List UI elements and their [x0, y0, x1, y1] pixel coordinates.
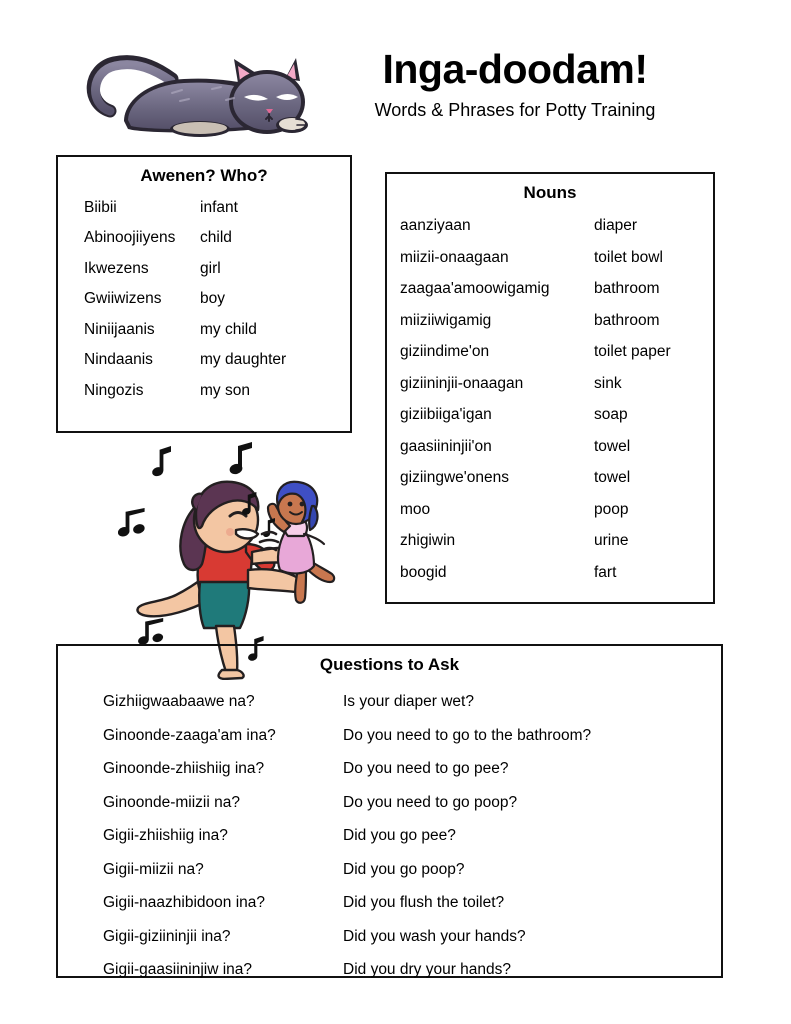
table-row — [58, 314, 350, 345]
ojibwe-term: Ningozis — [84, 381, 144, 399]
page-header — [0, 40, 791, 150]
english-translation: poop — [594, 500, 629, 518]
who-table-box — [56, 155, 352, 433]
table-row — [387, 273, 713, 305]
english-translation: Did you wash your hands? — [343, 927, 526, 945]
questions-table-rows — [58, 685, 721, 987]
english-translation: urine — [594, 532, 629, 549]
english-translation: infant — [200, 198, 238, 216]
ojibwe-term: zaagaa'amoowigamig — [400, 280, 550, 297]
page-title: Inga-doodam! — [382, 46, 648, 92]
english-translation: diaper — [594, 217, 638, 234]
table-row — [387, 305, 713, 337]
english-translation: toilet paper — [594, 343, 671, 360]
ojibwe-term: boogid — [400, 563, 447, 581]
english-translation: bathroom — [594, 311, 660, 329]
english-translation: child — [200, 229, 232, 246]
english-translation: girl — [200, 259, 221, 277]
english-translation: my son — [200, 381, 250, 399]
table-row — [58, 192, 350, 223]
who-table-title: Awenen? Who? — [140, 166, 268, 185]
table-row — [387, 336, 713, 368]
ojibwe-term: Gizhiigwaabaawe na? — [103, 693, 255, 710]
english-translation: bathroom — [594, 280, 660, 297]
table-row — [58, 345, 350, 376]
ojibwe-term: Gwiiwizens — [84, 290, 162, 307]
english-translation: Did you dry your hands? — [343, 961, 512, 978]
english-translation: my daughter — [200, 351, 287, 368]
table-row — [387, 210, 713, 242]
english-translation: Did you go poop? — [343, 860, 465, 878]
english-translation: my child — [200, 320, 257, 338]
table-row — [58, 819, 721, 853]
ojibwe-term: giziibiiga'igan — [400, 406, 492, 423]
ojibwe-term: Gigii-miizii na? — [103, 860, 204, 878]
nouns-table-rows — [387, 210, 713, 588]
table-row — [387, 431, 713, 463]
table-row — [58, 752, 721, 786]
ojibwe-term: Gigii-zhiishiig ina? — [103, 827, 228, 844]
ojibwe-term: Gigii-gaasiininjiw ina? — [103, 961, 253, 978]
english-translation: towel — [594, 437, 631, 455]
table-row — [58, 953, 721, 987]
ojibwe-term: Ginoonde-miizii na? — [103, 793, 240, 811]
english-translation: Did you flush the toilet? — [343, 894, 505, 911]
table-row — [387, 557, 713, 589]
title-block — [330, 48, 700, 121]
ojibwe-term: zhigiwin — [400, 532, 456, 549]
english-translation: Did you go pee? — [343, 827, 456, 844]
table-row — [58, 886, 721, 920]
table-row — [58, 853, 721, 887]
table-row — [58, 375, 350, 406]
table-row — [387, 494, 713, 526]
ojibwe-term: aanziyaan — [400, 217, 471, 234]
english-translation: toilet bowl — [594, 248, 663, 266]
ojibwe-term: Biibii — [84, 198, 117, 216]
ojibwe-term: Nindaanis — [84, 351, 153, 368]
ojibwe-term: moo — [400, 500, 431, 518]
table-row — [58, 253, 350, 284]
sleeping-cat-icon — [80, 45, 320, 150]
table-row — [58, 284, 350, 315]
ojibwe-term: giziindime'on — [400, 343, 490, 360]
english-translation: boy — [200, 290, 225, 307]
who-table-rows — [58, 192, 350, 406]
ojibwe-term: Abinoojiiyens — [84, 229, 176, 246]
table-row — [58, 786, 721, 820]
questions-table-title: Questions to Ask — [319, 655, 460, 674]
table-row — [387, 242, 713, 274]
english-translation: fart — [594, 563, 617, 581]
ojibwe-term: giziingwe'onens — [400, 469, 509, 486]
english-translation: soap — [594, 406, 628, 423]
table-row — [387, 525, 713, 557]
ojibwe-term: miizii-onaagaan — [400, 248, 509, 266]
nouns-table-box — [385, 172, 715, 604]
english-translation: Is your diaper wet? — [343, 693, 474, 710]
table-row — [58, 685, 721, 719]
english-translation: Do you need to go pee? — [343, 760, 509, 777]
nouns-table-title: Nouns — [523, 183, 577, 202]
ojibwe-term: Gigii-naazhibidoon ina? — [103, 894, 266, 911]
questions-table-box — [56, 644, 723, 978]
table-row — [58, 223, 350, 254]
english-translation: towel — [594, 469, 631, 486]
ojibwe-term: miiziiwigamig — [400, 311, 492, 329]
table-row — [387, 368, 713, 400]
page-subtitle: Words & Phrases for Potty Training — [374, 100, 656, 121]
ojibwe-term: Gigii-giziininjii ina? — [103, 927, 231, 945]
ojibwe-term: Ikwezens — [84, 259, 149, 277]
english-translation: Do you need to go poop? — [343, 793, 518, 811]
english-translation: sink — [594, 374, 622, 392]
english-translation: Do you need to go to the bathroom? — [343, 726, 592, 744]
ojibwe-term: gaasiininjii'on — [400, 437, 492, 455]
ojibwe-term: Ginoonde-zhiishiig ina? — [103, 760, 265, 777]
ojibwe-term: Niniijaanis — [84, 320, 155, 338]
ojibwe-term: Ginoonde-zaaga'am ina? — [103, 726, 276, 744]
table-row — [58, 719, 721, 753]
ojibwe-term: giziininjii-onaagan — [400, 374, 524, 392]
table-row — [387, 462, 713, 494]
table-row — [387, 399, 713, 431]
table-row — [58, 920, 721, 954]
